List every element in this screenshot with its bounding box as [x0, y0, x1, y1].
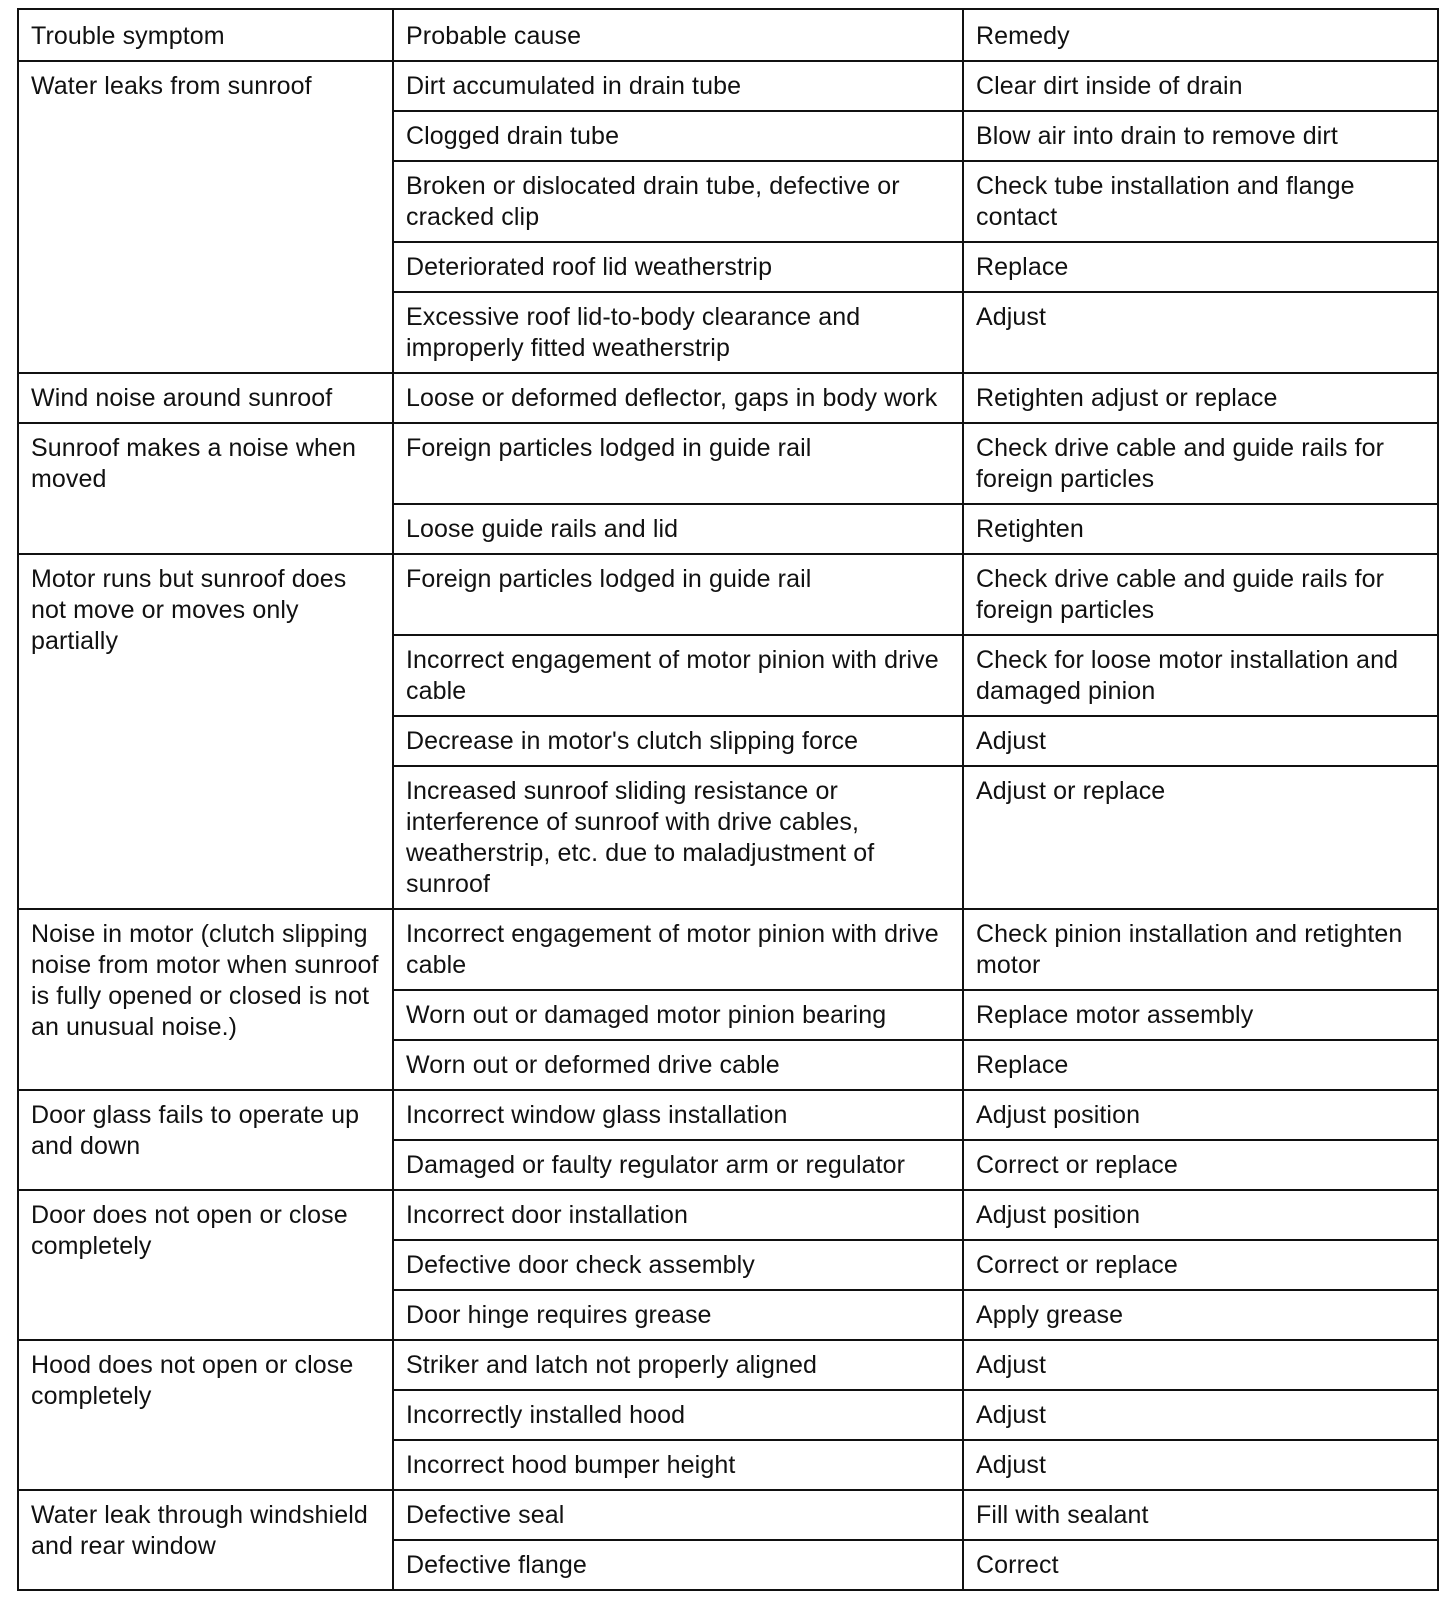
- probable-cause-cell: Incorrect door installation: [393, 1190, 963, 1240]
- probable-cause-cell: Defective seal: [393, 1490, 963, 1540]
- remedy-cell: Correct or replace: [963, 1240, 1438, 1290]
- trouble-symptom-cell: Water leaks from sunroof: [18, 61, 393, 373]
- probable-cause-cell: Worn out or deformed drive cable: [393, 1040, 963, 1090]
- header-trouble-symptom: Trouble symptom: [18, 9, 393, 61]
- troubleshooting-table: [17, 8, 1439, 1591]
- probable-cause-cell: Defective flange: [393, 1540, 963, 1590]
- trouble-symptom-cell: Door does not open or close completely: [18, 1190, 393, 1340]
- header-probable-cause: Probable cause: [393, 9, 963, 61]
- probable-cause-cell: Increased sunroof sliding resistance or interference of sunroof with drive cables, weatherstrip, etc. due to maladjustment of sunroof: [393, 766, 963, 909]
- table-row: [18, 373, 1438, 423]
- probable-cause-cell: Damaged or faulty regulator arm or regulator: [393, 1140, 963, 1190]
- remedy-cell: Adjust or replace: [963, 766, 1438, 909]
- remedy-cell: Fill with sealant: [963, 1490, 1438, 1540]
- probable-cause-cell: Deteriorated roof lid weatherstrip: [393, 242, 963, 292]
- remedy-cell: Adjust: [963, 1390, 1438, 1440]
- probable-cause-cell: Loose or deformed deflector, gaps in body work: [393, 373, 963, 423]
- table-row: [18, 1090, 1438, 1140]
- remedy-cell: Adjust: [963, 1440, 1438, 1490]
- remedy-cell: Check drive cable and guide rails for foreign particles: [963, 554, 1438, 635]
- trouble-symptom-cell: Door glass fails to operate up and down: [18, 1090, 393, 1190]
- trouble-symptom-cell: Noise in motor (clutch slipping noise from motor when sunroof is fully opened or closed is not an unusual noise.): [18, 909, 393, 1090]
- trouble-symptom-cell: Water leak through windshield and rear window: [18, 1490, 393, 1590]
- table-row: [18, 909, 1438, 990]
- remedy-cell: Retighten: [963, 504, 1438, 554]
- header-remedy: Remedy: [963, 9, 1438, 61]
- remedy-cell: Replace: [963, 242, 1438, 292]
- table-row: [18, 1490, 1438, 1540]
- probable-cause-cell: Foreign particles lodged in guide rail: [393, 554, 963, 635]
- remedy-cell: Correct or replace: [963, 1140, 1438, 1190]
- table-header: [18, 9, 1438, 61]
- probable-cause-cell: Dirt accumulated in drain tube: [393, 61, 963, 111]
- trouble-symptom-cell: Hood does not open or close completely: [18, 1340, 393, 1490]
- probable-cause-cell: Incorrectly installed hood: [393, 1390, 963, 1440]
- remedy-cell: Retighten adjust or replace: [963, 373, 1438, 423]
- probable-cause-cell: Decrease in motor's clutch slipping force: [393, 716, 963, 766]
- trouble-symptom-cell: Motor runs but sunroof does not move or moves only partially: [18, 554, 393, 909]
- remedy-cell: Check drive cable and guide rails for foreign particles: [963, 423, 1438, 504]
- remedy-cell: Check pinion installation and retighten motor: [963, 909, 1438, 990]
- trouble-symptom-cell: Wind noise around sunroof: [18, 373, 393, 423]
- probable-cause-cell: Worn out or damaged motor pinion bearing: [393, 990, 963, 1040]
- probable-cause-cell: Striker and latch not properly aligned: [393, 1340, 963, 1390]
- remedy-cell: Replace motor assembly: [963, 990, 1438, 1040]
- remedy-cell: Check for loose motor installation and damaged pinion: [963, 635, 1438, 716]
- probable-cause-cell: Incorrect engagement of motor pinion with drive cable: [393, 909, 963, 990]
- remedy-cell: Check tube installation and flange contact: [963, 161, 1438, 242]
- probable-cause-cell: Defective door check assembly: [393, 1240, 963, 1290]
- remedy-cell: Adjust position: [963, 1090, 1438, 1140]
- remedy-cell: Adjust: [963, 716, 1438, 766]
- remedy-cell: Adjust: [963, 1340, 1438, 1390]
- probable-cause-cell: Incorrect hood bumper height: [393, 1440, 963, 1490]
- probable-cause-cell: Excessive roof lid-to-body clearance and improperly fitted weatherstrip: [393, 292, 963, 373]
- remedy-cell: Clear dirt inside of drain: [963, 61, 1438, 111]
- probable-cause-cell: Loose guide rails and lid: [393, 504, 963, 554]
- remedy-cell: Apply grease: [963, 1290, 1438, 1340]
- table-row: [18, 554, 1438, 635]
- probable-cause-cell: Clogged drain tube: [393, 111, 963, 161]
- remedy-cell: Replace: [963, 1040, 1438, 1090]
- table-body: [18, 61, 1438, 1590]
- probable-cause-cell: Incorrect engagement of motor pinion with drive cable: [393, 635, 963, 716]
- remedy-cell: Blow air into drain to remove dirt: [963, 111, 1438, 161]
- remedy-cell: Adjust: [963, 292, 1438, 373]
- probable-cause-cell: Door hinge requires grease: [393, 1290, 963, 1340]
- probable-cause-cell: Incorrect window glass installation: [393, 1090, 963, 1140]
- probable-cause-cell: Foreign particles lodged in guide rail: [393, 423, 963, 504]
- header-row: [18, 9, 1438, 61]
- trouble-symptom-cell: Sunroof makes a noise when moved: [18, 423, 393, 554]
- remedy-cell: Adjust position: [963, 1190, 1438, 1240]
- remedy-cell: Correct: [963, 1540, 1438, 1590]
- table-row: [18, 423, 1438, 504]
- table-row: [18, 61, 1438, 111]
- table-row: [18, 1190, 1438, 1240]
- probable-cause-cell: Broken or dislocated drain tube, defective or cracked clip: [393, 161, 963, 242]
- table-row: [18, 1340, 1438, 1390]
